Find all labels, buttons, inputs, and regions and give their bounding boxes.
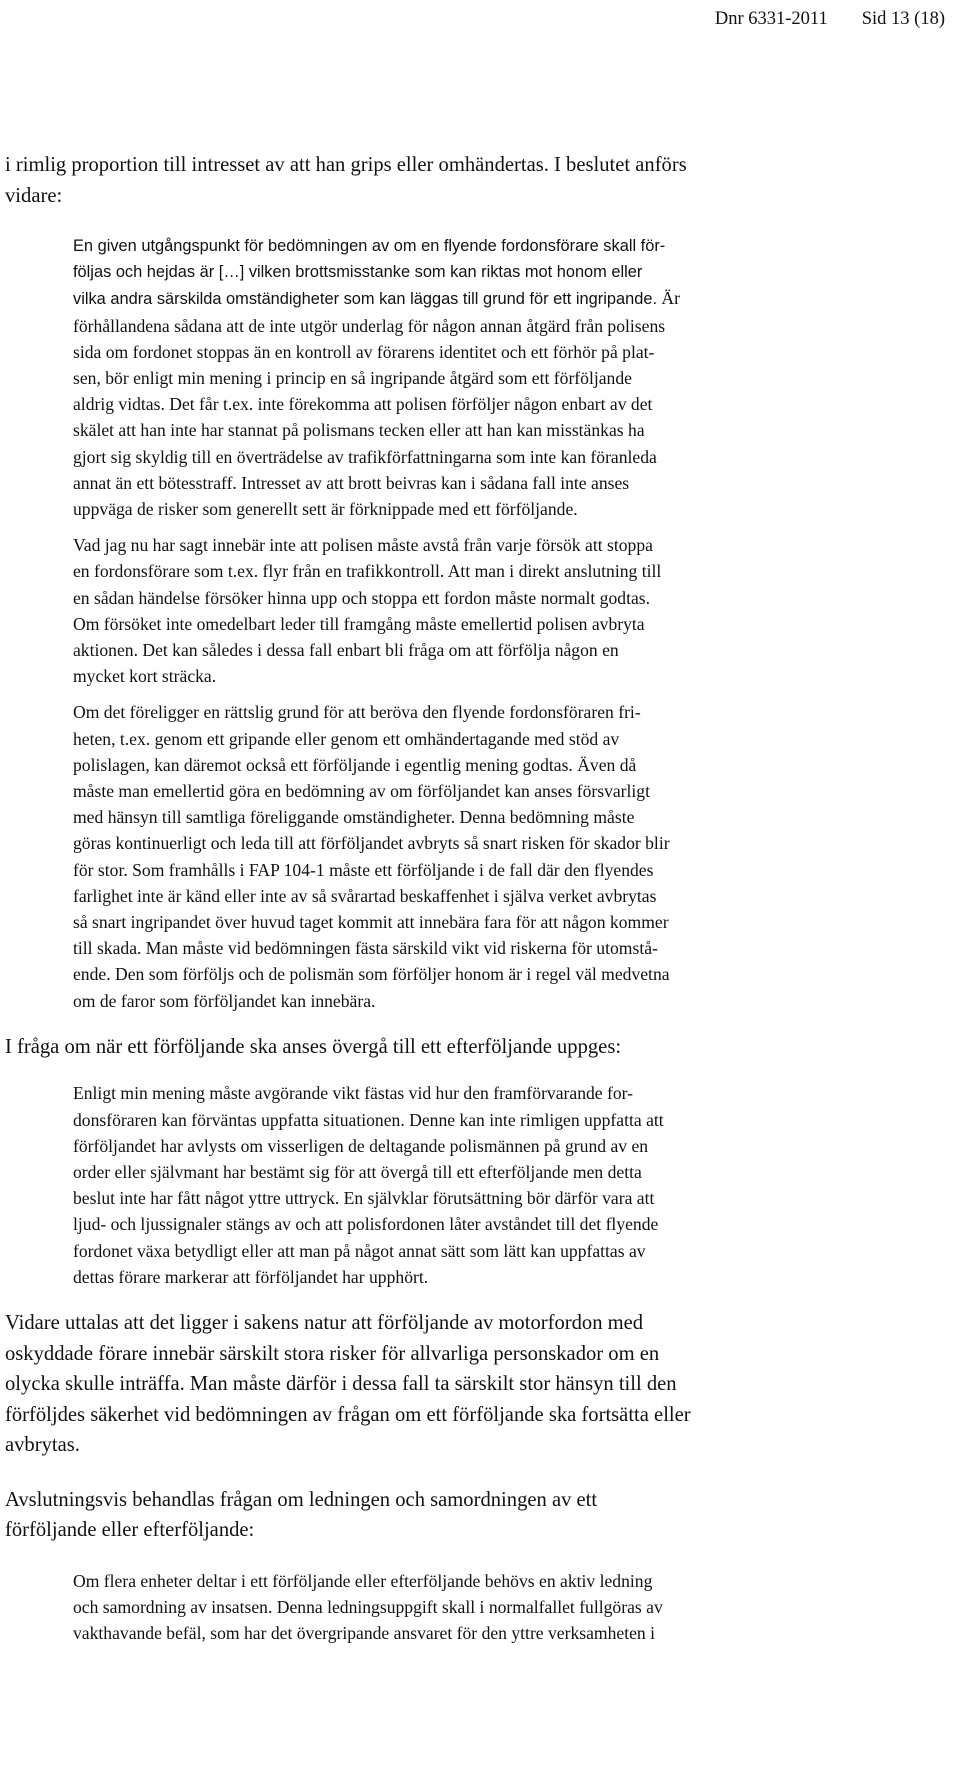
text-line: måste man emellertid göra en bedömning av om förföljandet kan anses försvarligt <box>73 781 650 802</box>
text-line: order eller självmant har bestämt sig för att övergå till ett efterföljande men detta <box>73 1162 642 1182</box>
text-line: oskyddade förare innebär särskilt stora risker för allvarliga personskador om en <box>5 1342 660 1365</box>
text-line: Om det föreligger en rättslig grund för att beröva den flyende fordonsföraren fri- <box>73 702 641 723</box>
text-line: och samordning av insatsen. Denna ledningsuppgift skall i normalfallet fullgöras av <box>73 1596 663 1617</box>
text-line: sen, bör enligt min mening i princip en så ingripande åtgärd som ett förföljande <box>73 368 632 389</box>
text-line: om de faror som förföljandet kan innebära. <box>73 990 376 1011</box>
body-paragraph-4 <box>5 1485 893 1546</box>
text-line: dettas förare markerar att förföljandet har upphört. <box>73 1266 429 1287</box>
text-line: förföljandet har avlysts om visserligen de deltagande polismännen på grund av en <box>73 1135 649 1156</box>
quote-paragraph-3 <box>73 699 885 1013</box>
diary-number: Dnr 6331-2011 <box>714 9 828 29</box>
quote-paragraph-5 <box>73 1568 885 1647</box>
text-line: ende. Den som förföljs och de polismän som förföljer honom är i regel väl medvetna <box>73 964 670 985</box>
text-fragment: Är <box>657 288 680 309</box>
text-line: vakthavande befäl, som har det övergripande ansvaret för den yttre verksamheten i <box>73 1622 655 1643</box>
page-header <box>715 6 945 32</box>
text-line: förföljdes säkerhet vid bedömningen av frågan om ett förföljande ska fortsätta eller <box>5 1403 691 1426</box>
text-line: En given utgångspunkt för bedömningen av om en flyende fordonsförare skall för- <box>73 237 666 255</box>
quote-paragraph-1 <box>73 233 885 522</box>
text-line: skälet att han inte har stannat på polismans tecken eller att han kan misstänkas ha <box>73 420 645 441</box>
body-paragraph-2 <box>5 1032 893 1063</box>
text-line: polislagen, kan däremot också ett förföljande i egentlig mening godtas. Även då <box>73 754 637 775</box>
text-line: Om försöket inte omedelbart leder till framgång måste emellertid polisen avbryta <box>73 613 645 634</box>
text-line: mycket kort sträcka. <box>73 666 217 687</box>
text-line: Enligt min mening måste avgörande vikt fästas vid hur den framförvarande for- <box>73 1083 634 1104</box>
text-line: sida om fordonet stoppas än en kontroll av förarens identitet och ett förhör på plat- <box>73 341 655 362</box>
text-line: beslut inte har fått något yttre uttryck. En självklar förutsättning bör därför vara att <box>73 1188 655 1209</box>
text-line: aktionen. Det kan således i dessa fall enbart bli fråga om att förfölja någon en <box>73 640 619 661</box>
text-line: donsföraren kan förväntas uppfatta situationen. Denne kan inte rimligen uppfatta att <box>73 1109 664 1130</box>
intro-paragraph <box>5 150 893 211</box>
text-line: följas och hejdas är […] vilken brottsmisstanke som kan riktas mot honom eller <box>73 263 643 282</box>
text-line: uppväga de risker som generellt sett är förknippade med ett förföljande. <box>73 499 578 520</box>
text-line: förföljande eller efterföljande: <box>5 1519 255 1542</box>
text-line: i rimlig proportion till intresset av att han grips eller omhändertas. I beslutet anförs <box>5 154 687 176</box>
text-line: aldrig vidtas. Det får t.ex. inte förekomma att polisen förföljer någon enbart av det <box>73 394 653 415</box>
text-line: Om flera enheter deltar i ett förföljande eller efterföljande behövs en aktiv ledning <box>73 1570 653 1591</box>
text-line: avbrytas. <box>5 1434 80 1457</box>
text-line: vilka andra särskilda omständigheter som kan läggas till grund för ett ingripande. <box>73 290 658 309</box>
text-line: ljud- och ljussignaler stängs av och att polisfordonen låter avståndet till det flyende <box>73 1214 659 1235</box>
text-line: olycka skulle inträffa. Man måste därför i dessa fall ta särskilt stor hänsyn till den <box>5 1373 677 1396</box>
text-line: fordonet växa betydligt eller att man på något annat sätt som lätt kan uppfattas av <box>73 1240 646 1261</box>
text-line: så snart ingripandet över huvud taget kommit att innebära fara för att någon kommer <box>73 912 669 933</box>
text-line: med hänsyn till samtliga föreliggande omständigheter. Denna bedömning måste <box>73 807 635 828</box>
text-line: göras kontinuerligt och leda till att förföljandet avbryts så snart risken för skador blir <box>73 833 670 854</box>
text-line: Vidare uttalas att det ligger i sakens natur att förföljande av motorfordon med <box>5 1312 644 1335</box>
document-body <box>5 150 893 1646</box>
text-line: heten, t.ex. genom ett gripande eller genom ett omhändertagande med stöd av <box>73 728 620 749</box>
text-line: för stor. Som framhålls i FAP 104-1 måste ett förföljande i de fall där den flyendes <box>73 859 654 880</box>
text-line: I fråga om när ett förföljande ska anses övergå till ett efterföljande uppges: <box>5 1035 622 1058</box>
body-paragraph-3 <box>5 1308 893 1461</box>
quote-paragraph-2 <box>73 532 885 689</box>
quote-paragraph-4 <box>73 1080 885 1290</box>
text-line: gjort sig skyldig till en överträdelse av trafikförfattningarna som inte kan föranleda <box>73 446 657 467</box>
text-line: till skada. Man måste vid bedömningen fästa särskild vikt vid riskerna för utomstå- <box>73 938 658 959</box>
text-line: en sådan händelse försöker hinna upp och stoppa ett fordon måste normalt godtas. <box>73 587 651 608</box>
text-line: vidare: <box>5 184 63 207</box>
text-line: farlighet inte är känd eller inte av så svårartad beskaffenhet i själva verket avbrytas <box>73 885 657 906</box>
text-line: Avslutningsvis behandlas frågan om ledningen och samordningen av ett <box>5 1488 598 1511</box>
text-line: annat än ett bötesstraff. Intresset av att brott beivras kan i sådana fall inte anses <box>73 472 630 493</box>
text-line: förhållandena sådana att de inte utgör underlag för någon annan åtgärd från polisens <box>73 315 666 336</box>
text-line: en fordonsförare som t.ex. flyr från en trafikkontroll. Att man i direkt anslutning till <box>73 561 662 582</box>
page-number: Sid 13 (18) <box>861 9 945 29</box>
text-line: Vad jag nu har sagt innebär inte att polisen måste avstå från varje försök att stoppa <box>73 535 653 556</box>
